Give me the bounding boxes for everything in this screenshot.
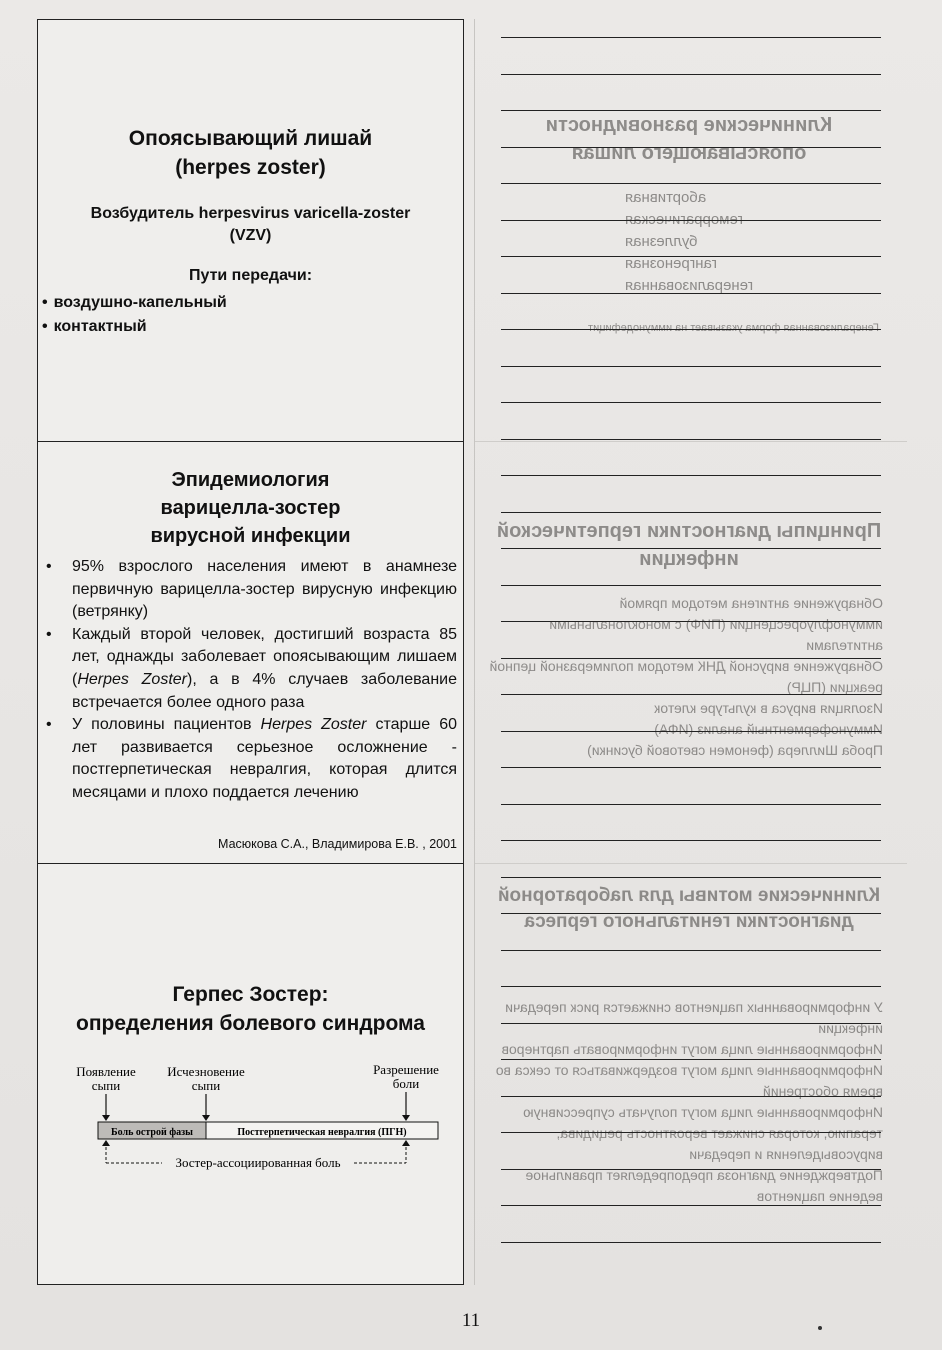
note-line (501, 475, 881, 476)
slide2-bullets (46, 556, 457, 805)
ghost-list-2-item: Иммуноферментный анализ (ИФА) (654, 721, 883, 737)
note-line (501, 986, 881, 987)
acute-phase-label: Боль острой фазы (111, 1127, 193, 1138)
ghost-list-3-item: Подтверждение диагноза предопределяет правильное ведение пациентов (525, 1167, 883, 1204)
note-line (501, 220, 881, 221)
note-line (501, 950, 881, 951)
ghost-list-2-item: Обнаружение антигена методом прямой иммунофлуоресценции (ПИФ) с моноклональными антителами (549, 595, 883, 653)
note-line (501, 183, 881, 184)
note-line (501, 512, 881, 513)
slide1-agent-line1: Возбудитель herpesvirus varicella-zoster (90, 205, 411, 222)
ghost-list-3 (483, 997, 883, 1207)
note-line (501, 402, 881, 403)
ghost-list-2-item: Проба Шиллера (феномен световой бусинки) (587, 742, 883, 758)
arrowhead-onset (102, 1115, 110, 1121)
slide1-title-line1: Опоясывающий лишай (128, 127, 373, 150)
list-item: • 95% взрослого населения имеют в анамнезе первичную варицелла-зостер вирусную инфекцию (ветрянку) (46, 556, 457, 624)
slide-epidemiology (38, 442, 463, 864)
label-disappear-line1: Исчезновение (167, 1064, 245, 1079)
note-line (501, 1205, 881, 1206)
note-line (501, 256, 881, 257)
ghost-title-2: Принципы диагностики герпетической инфекции (496, 520, 882, 570)
ghost-list-3-item: Информированные лица могут воздерживаться от секса во время обострений (495, 1062, 883, 1099)
notes-divider-2 (475, 863, 907, 864)
list-item: • Каждый второй человек, достигший возраста 85 лет, однажды заболевает опоясывающим лишаем (Herpes Zoster), а в 4% случаев заболевание встречается более одного раза (46, 624, 457, 714)
slide2-title-line3: вирусной инфекции (150, 525, 351, 547)
zoster-pain-label: Зостер-ассоциированная боль (175, 1155, 341, 1170)
label-onset-line1: Появление (76, 1064, 136, 1079)
label-disappear-line2: сыпи (191, 1078, 221, 1093)
ghost-title-3: Клинические мотивы для лабораторной диагностики генитального герпеса (497, 885, 881, 932)
slide1-title (38, 124, 463, 182)
note-line (501, 548, 881, 549)
arrowhead-resolve (402, 1115, 410, 1121)
note-line (501, 37, 881, 38)
slide1-title-line2: (herpes zoster) (175, 156, 326, 179)
slide3-title-line2: определения болевого синдрома (76, 1012, 425, 1035)
ghost-list-2-item: Обнаружение вирусной ДНК методом полимеразной цепной реакции (ПЦР) (489, 658, 883, 695)
note-line (501, 293, 881, 294)
note-line (501, 658, 881, 659)
pain-timeline-diagram (66, 1062, 446, 1177)
label-onset-line2: сыпи (91, 1078, 121, 1093)
list-item: • контактный (42, 315, 227, 339)
ghost-list-2-item: Изоляция вируса в культуре клеток (654, 700, 883, 716)
slide1-routes-title: Пути передачи: (188, 267, 313, 284)
ghost-note-1: Генерализованная форма указывает на иммунодефицит (588, 322, 879, 334)
ghost-list-1-item: геморрагическая (625, 211, 744, 228)
ghost-list-1-item: абортивная (625, 189, 707, 206)
slide2-title (38, 466, 463, 550)
bracket-arrowhead-left (102, 1140, 110, 1146)
note-line (501, 1059, 881, 1060)
note-line (501, 1242, 881, 1243)
ghost-list-3-item: Информированные лица могут информировать партнеров (501, 1041, 883, 1057)
note-line (501, 877, 881, 878)
slide2-title-line2: варицелла-зостер (160, 497, 341, 519)
ghost-list-1-item: буллезная (625, 233, 698, 250)
ghost-list-1-item: гангренозная (625, 255, 718, 272)
ghost-list-3-item: У информированных пациентов снижается риск передачи инфекции (505, 999, 883, 1036)
speck (818, 1326, 822, 1330)
notes-column (474, 19, 907, 1285)
slide3-title-line1: Герпес Зостер: (172, 983, 329, 1006)
note-line (501, 366, 881, 367)
note-line (501, 913, 881, 914)
ghost-list-3-item: Информированные лица могут получать супрессивную терапию, которая снижает вероятность рецидива, вирусовыделения и передачи (523, 1104, 883, 1162)
slides-column (37, 19, 464, 1285)
note-line (501, 840, 881, 841)
slide2-citation: Масюкова С.А., Владимирова Е.В. , 2001 (218, 837, 457, 851)
label-resolve-line2: боли (392, 1076, 420, 1091)
note-line (501, 439, 881, 440)
slide3-title (38, 980, 463, 1038)
note-line (501, 1023, 881, 1024)
ghost-list-2 (483, 593, 883, 761)
note-line (501, 74, 881, 75)
slide-pain-definitions (38, 864, 463, 1284)
note-line (501, 110, 881, 111)
note-line (501, 767, 881, 768)
note-line (501, 329, 881, 330)
note-line (501, 585, 881, 586)
ghost-list-1-item: генерализованная (625, 277, 754, 294)
label-resolve-line1: Разрешение (373, 1062, 439, 1077)
list-item: • воздушно-капельный (42, 291, 227, 315)
slide1-agent (38, 203, 463, 247)
note-line (501, 731, 881, 732)
ghost-list-1 (625, 187, 875, 297)
slide2-title-line1: Эпидемиология (171, 469, 330, 491)
arrowhead-disappear (202, 1115, 210, 1121)
note-line (501, 147, 881, 148)
ghost-title-1: Клинические разновидности опоясывающего лишая (545, 114, 833, 164)
note-line (501, 694, 881, 695)
bracket-arrowhead-right (402, 1140, 410, 1146)
note-line (501, 1096, 881, 1097)
note-line (501, 1132, 881, 1133)
page-number: 11 (461, 1310, 481, 1331)
note-line (501, 1169, 881, 1170)
note-line (501, 621, 881, 622)
notes-divider-1 (475, 441, 907, 442)
phn-label: Постгерпетическая невралгия (ПГН) (237, 1127, 407, 1138)
slide1-agent-line2: (VZV) (229, 227, 272, 244)
slide-herpes-zoster (38, 20, 463, 442)
note-line (501, 804, 881, 805)
list-item: • У половины пациентов Herpes Zoster старше 60 лет развивается серьезное осложнение - постгерпетическая невралгия, которая длится месяцами и плохо поддается лечению (46, 714, 457, 804)
slide1-routes-list (42, 291, 227, 339)
